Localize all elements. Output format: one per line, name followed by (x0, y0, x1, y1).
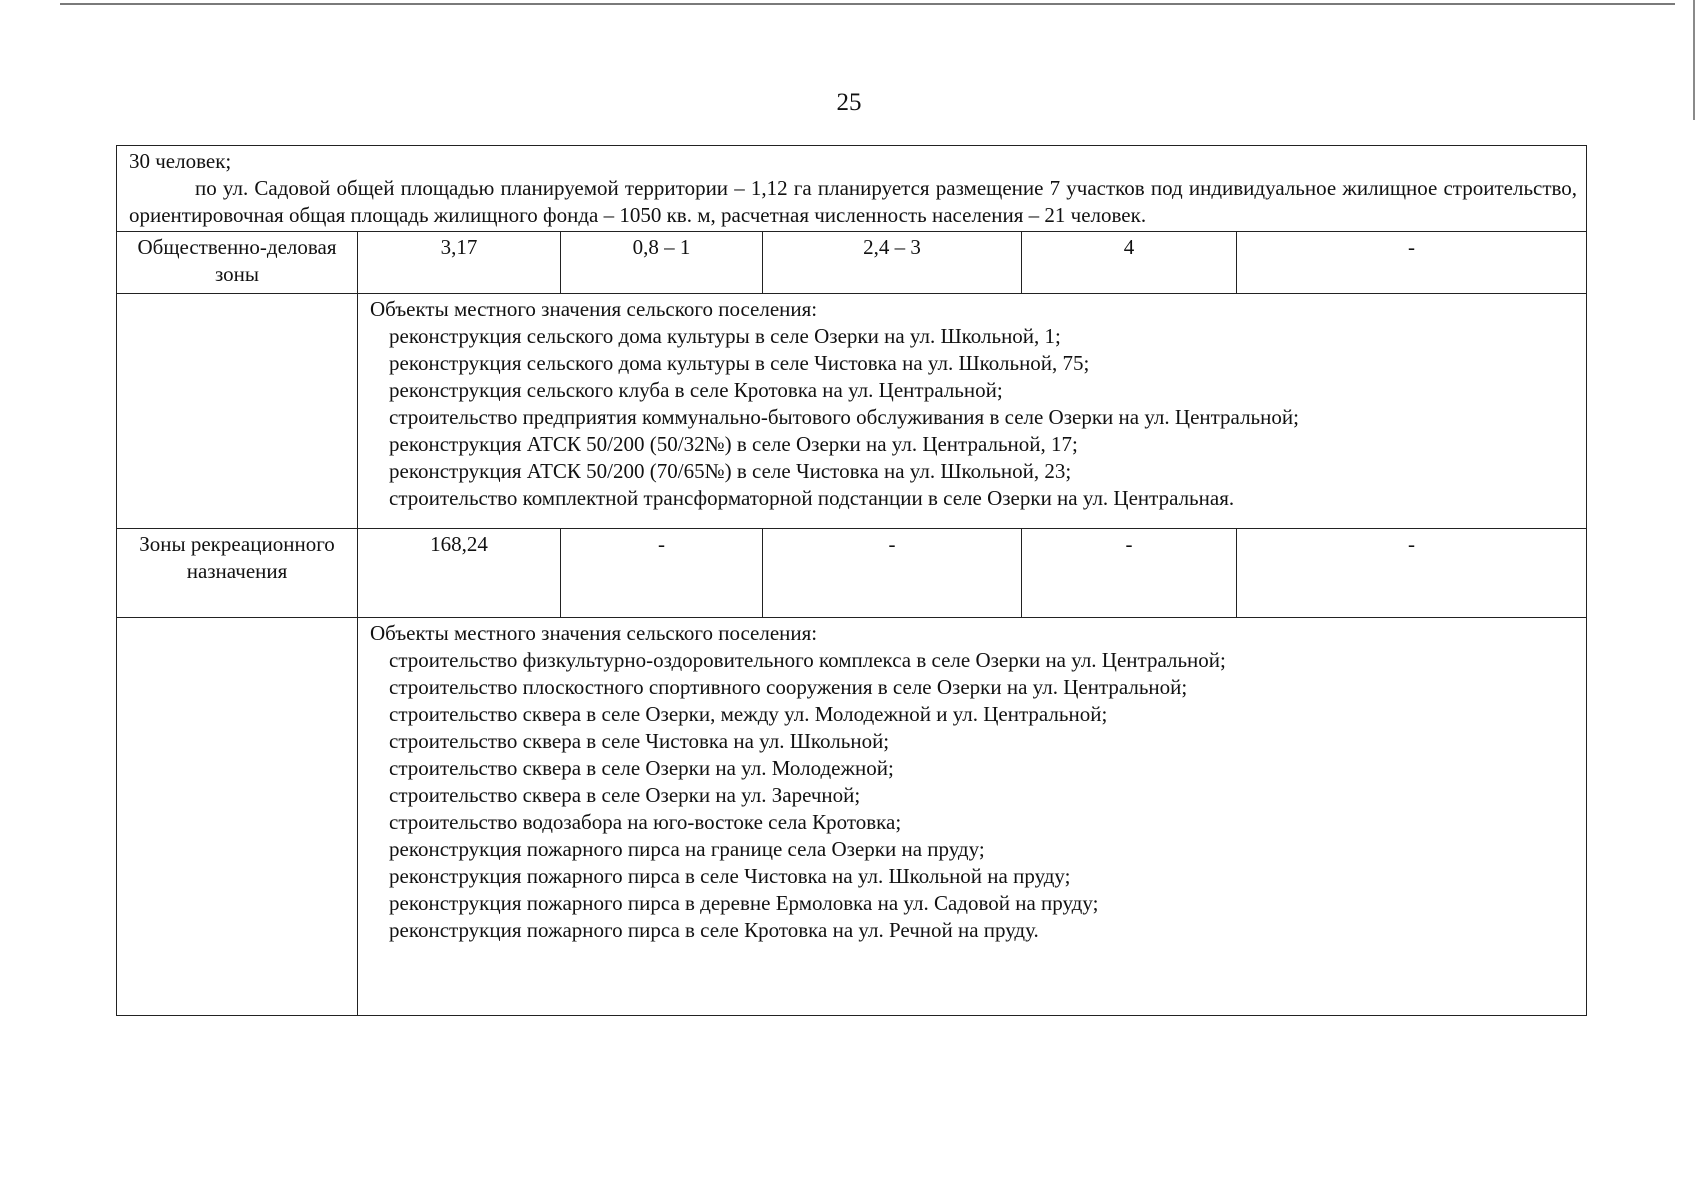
objects-list-recreation (370, 647, 1578, 944)
zone-name-business: Общественно-деловая зоны (117, 232, 358, 294)
page-number: 25 (836, 89, 862, 116)
list-item: строительство предприятия коммунально-бытового обслуживания в селе Озерки на ул. Центральной; (389, 405, 1299, 429)
zone-value-5: - (1237, 232, 1587, 294)
list-item: реконструкция пожарного пирса на границе села Озерки на пруду; (389, 837, 985, 861)
objects-row-recreation (117, 618, 1587, 1016)
zones-table (116, 145, 1587, 1016)
list-item: реконструкция АТСК 50/200 (70/65№) в селе Чистовка на ул. Школьной, 23; (389, 459, 1072, 483)
intro-first-line: 30 человек; (129, 149, 232, 173)
zone-area-value: 168,24 (358, 529, 561, 618)
objects-list-business (370, 323, 1578, 512)
list-item: строительство физкультурно-оздоровительного комплекса в селе Озерки на ул. Центральной; (389, 648, 1226, 672)
objects-title: Объекты местного значения сельского поселения: (370, 297, 818, 321)
zone-row-business (117, 232, 1587, 294)
scan-border-line (60, 3, 1675, 5)
empty-cell (117, 618, 358, 1016)
list-item: строительство комплектной трансформаторной подстанции в селе Озерки на ул. Центральная. (389, 486, 1235, 510)
zone-value-3: 2,4 – 3 (763, 232, 1022, 294)
list-item: реконструкция АТСК 50/200 (50/32№) в селе Озерки на ул. Центральной, 17; (389, 432, 1078, 456)
list-item: реконструкция пожарного пирса в деревне Ермоловка на ул. Садовой на пруду; (389, 891, 1099, 915)
zone-value-2: 0,8 – 1 (561, 232, 763, 294)
list-item: реконструкция сельского клуба в селе Кротовка на ул. Центральной; (389, 378, 1003, 402)
list-item: реконструкция сельского дома культуры в селе Чистовка на ул. Школьной, 75; (389, 351, 1090, 375)
list-item: строительство сквера в селе Чистовка на ул. Школьной; (389, 729, 890, 753)
zone-row-recreation (117, 529, 1587, 618)
objects-title: Объекты местного значения сельского поселения: (370, 621, 818, 645)
intro-row (117, 146, 1587, 232)
zone-value-4: 4 (1022, 232, 1237, 294)
list-item: реконструкция сельского дома культуры в селе Озерки на ул. Школьной, 1; (389, 324, 1061, 348)
intro-cell (117, 146, 1587, 232)
list-item: строительство сквера в селе Озерки на ул. Заречной; (389, 783, 861, 807)
list-item: реконструкция пожарного пирса в селе Чистовка на ул. Школьной на пруду; (389, 864, 1071, 888)
list-item: строительство водозабора на юго-востоке села Кротовка; (389, 810, 902, 834)
zone-value-5: - (1237, 529, 1587, 618)
objects-cell-business (358, 294, 1587, 529)
empty-cell (117, 294, 358, 529)
zone-name-recreation: Зоны рекреационного назначения (117, 529, 358, 618)
objects-cell-recreation (358, 618, 1587, 1016)
list-item: строительство сквера в селе Озерки на ул. Молодежной; (389, 756, 894, 780)
zone-value-4: - (1022, 529, 1237, 618)
intro-paragraph: по ул. Садовой общей площадью планируемой территории – 1,12 га планируется размещение 7 участков под индивидуальное жилищное строительство, ориентировочная общая площадь жилищного фонда – 1050 кв. м, расчетная численность населения – 21 человек. (129, 176, 1578, 227)
zone-value-2: - (561, 529, 763, 618)
list-item: строительство сквера в селе Озерки, между ул. Молодежной и ул. Центральной; (389, 702, 1108, 726)
list-item: строительство плоскостного спортивного сооружения в селе Озерки на ул. Центральной; (389, 675, 1188, 699)
zone-area-value: 3,17 (358, 232, 561, 294)
zone-value-3: - (763, 529, 1022, 618)
list-item: реконструкция пожарного пирса в селе Кротовка на ул. Речной на пруду. (389, 918, 1039, 942)
objects-row-business (117, 294, 1587, 529)
